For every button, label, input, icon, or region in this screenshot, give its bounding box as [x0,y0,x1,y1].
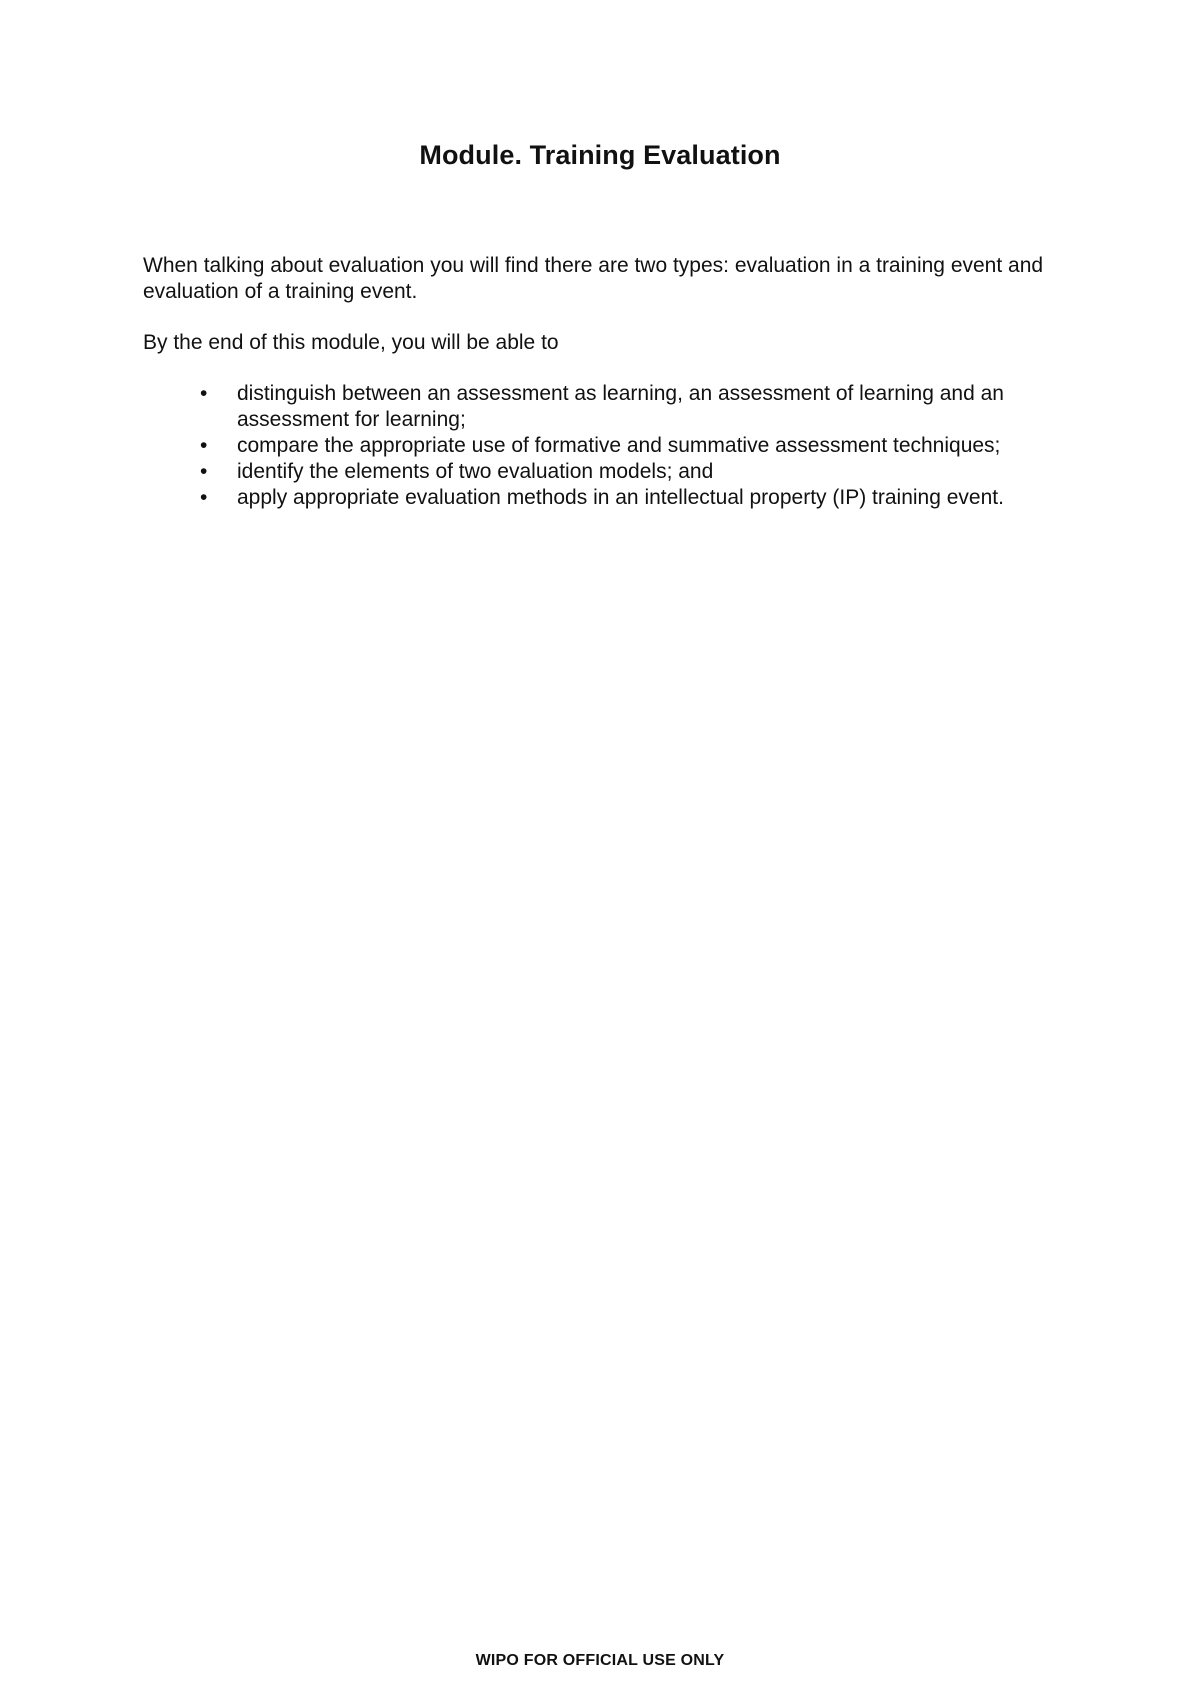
list-item-text: identify the elements of two evaluation models; and [237,460,714,483]
intro-paragraph: When talking about evaluation you will find there are two types: evaluation in a training event and evaluation of a training event. [143,254,1044,303]
list-item [200,381,1070,433]
list-item [200,459,1070,485]
list-item-text: distinguish between an assessment as learning, an assessment of learning and an assessment for learning; [237,382,1004,431]
bullet-icon: • [200,486,208,509]
bullet-icon: • [200,382,208,405]
lead-paragraph: By the end of this module, you will be able to [143,331,559,354]
list-item-text: apply appropriate evaluation methods in an intellectual property (IP) training event. [237,486,1004,509]
classification-footer: WIPO FOR OFFICIAL USE ONLY [475,1652,725,1669]
bullet-icon: • [200,460,208,483]
list-item-text: compare the appropriate use of formative and summative assessment techniques; [237,434,1001,457]
list-item [200,433,1070,459]
bullet-icon: • [200,434,208,457]
objectives-list [200,381,1070,511]
page-title: Module. Training Evaluation [419,140,781,170]
list-item [200,485,1070,511]
